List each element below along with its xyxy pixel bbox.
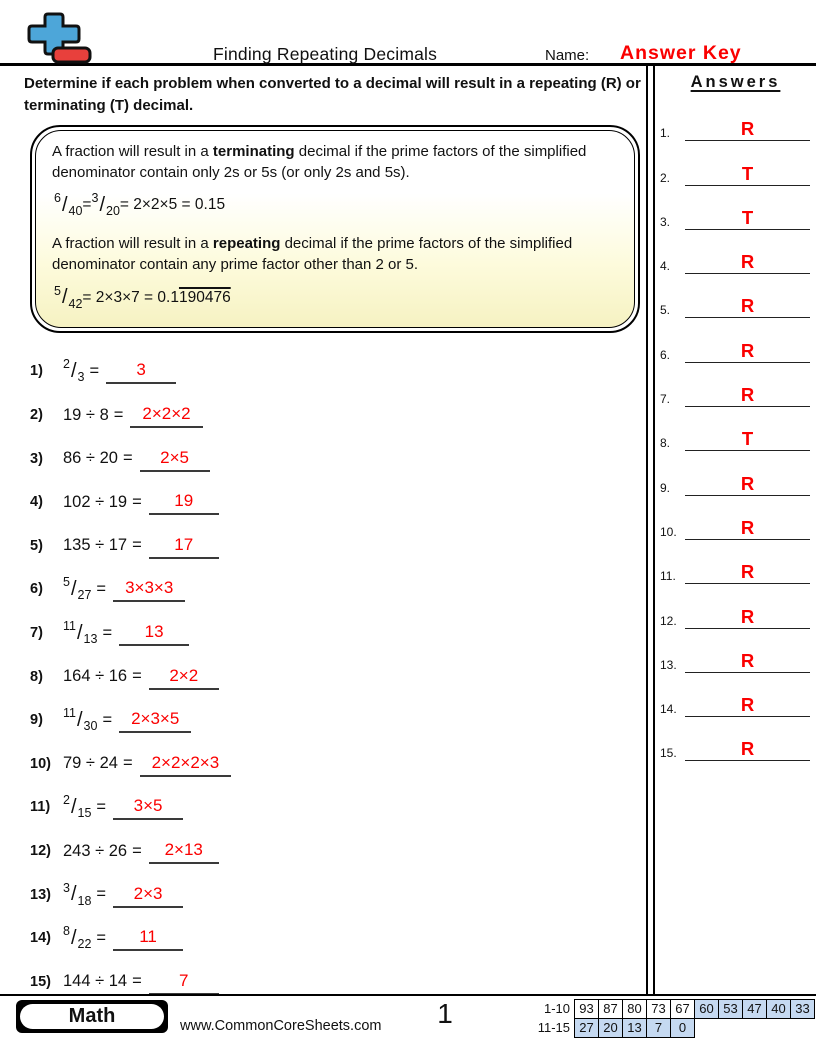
worksheet-footer [0, 994, 816, 1056]
answer-blank: 2×3 [113, 882, 183, 908]
problem-number: 15) [30, 973, 51, 990]
score-cell: 47 [742, 999, 767, 1019]
repeating-digits-overline: 190476 [178, 288, 231, 306]
score-cell: 60 [694, 999, 719, 1019]
problem-expression [63, 667, 149, 686]
answer-number: 12. [660, 613, 677, 628]
equals-sign: = [89, 361, 100, 380]
answer-letter: R [685, 694, 810, 717]
plus-minus-logo-icon [26, 12, 92, 64]
answer-row-4 [655, 232, 816, 276]
fraction-denominator: 40 [68, 204, 83, 219]
column-divider [646, 66, 655, 994]
answer-number: 11. [660, 569, 676, 584]
repeating-rule-text [52, 233, 618, 276]
answer-number: 10. [660, 524, 677, 539]
problem-expression [63, 842, 149, 861]
fraction-slash: / [70, 926, 77, 949]
answer-letter: R [685, 340, 810, 363]
score-table [529, 999, 815, 1038]
answer-row-13 [655, 631, 816, 675]
fraction-numerator: 11 [63, 706, 76, 721]
fraction-numerator: 5 [54, 283, 61, 298]
answer-number: 14. [660, 702, 677, 717]
repeating-keyword: repeating [212, 235, 281, 253]
division-expression: 19 ÷ 8 [63, 405, 109, 424]
score-cell: 53 [718, 999, 743, 1019]
equals-sign: = [96, 579, 107, 598]
score-cell: 0 [670, 1018, 695, 1038]
score-cell: 33 [790, 999, 815, 1019]
page-number: 1 [437, 998, 453, 1029]
answer-row-12 [655, 586, 816, 630]
answer-blank: 13 [119, 620, 189, 646]
fraction-numerator: 5 [63, 575, 70, 590]
info-box [30, 125, 640, 333]
problem-row-11 [30, 786, 646, 830]
repeating-rule-pre: A fraction will result in a [52, 235, 213, 253]
fraction-numerator: 2 [63, 793, 70, 808]
problem-number: 12) [30, 843, 51, 860]
problem-number: 1) [30, 363, 43, 380]
terminating-keyword: terminating [212, 142, 295, 160]
answer-number: 7. [660, 392, 671, 407]
answer-key-label: Answer Key [620, 42, 742, 64]
problem-expression [63, 706, 119, 734]
repeating-rule-post: decimal if the prime factors of the simplified denominator contain any prime factor other than 2 or 5. [52, 235, 573, 274]
repeating-example-mid: = 2×3×7 = 0.1 [82, 288, 179, 306]
answer-letter: R [685, 561, 810, 584]
fraction-denominator: 30 [83, 719, 98, 734]
fraction-numerator: 6 [54, 191, 61, 206]
score-cell: 87 [598, 999, 623, 1019]
answer-number: 1. [660, 126, 671, 141]
problem-expression [63, 880, 113, 908]
division-expression: 144 ÷ 14 [63, 972, 128, 991]
fraction-denominator: 15 [77, 806, 92, 821]
problem-row-1 [30, 350, 646, 394]
equals-sign: = [132, 841, 142, 860]
problem-row-13 [30, 873, 646, 917]
problem-row-3 [30, 437, 646, 481]
problem-row-9 [30, 698, 646, 742]
terminating-rule-text [52, 141, 618, 184]
answer-letter: R [685, 606, 810, 629]
answer-number: 2. [660, 170, 671, 185]
problem-number: 6) [30, 581, 43, 598]
score-cell: 20 [598, 1018, 623, 1038]
score-cell: 40 [766, 999, 791, 1019]
terminating-example [54, 190, 618, 220]
instructions-text: Determine if each problem when converted to a decimal will result in a repeating (R) or terminating (T) decimal. [24, 75, 641, 114]
website-text: www.CommonCoreSheets.com [180, 1018, 382, 1034]
terminating-rule-pre: A fraction will result in a [52, 142, 213, 160]
equals-sign: = [132, 972, 142, 991]
terminating-rule-post: decimal if the prime factors of the simplified denominator contain only 2s or 5s (or only 2s and 5s). [52, 142, 587, 181]
division-expression: 135 ÷ 17 [63, 536, 128, 555]
answer-blank: 2×3×5 [119, 707, 191, 733]
answer-blank: 3×3×3 [113, 576, 185, 602]
fraction-denominator: 42 [68, 296, 83, 311]
answer-blank: 3 [106, 358, 176, 384]
problem-row-4 [30, 480, 646, 524]
answer-number: 9. [660, 480, 671, 495]
answer-letter: R [685, 650, 810, 673]
answer-letter: T [685, 428, 810, 451]
worksheet-header [0, 0, 816, 66]
equals-sign: = [113, 405, 124, 424]
terminating-example-tail: = 2×2×5 = 0.15 [119, 196, 226, 214]
equals-sign: = [122, 449, 133, 468]
problem-expression [63, 493, 149, 512]
fraction-numerator: 8 [63, 924, 70, 939]
answer-letter: R [685, 473, 810, 496]
fraction-denominator: 22 [77, 937, 92, 952]
fraction-slash: / [61, 286, 68, 309]
problem-expression [63, 754, 140, 773]
problem-expression [63, 619, 119, 647]
score-cell: 13 [622, 1018, 647, 1038]
equals-sign: = [82, 196, 92, 214]
score-row-label: 1-10 [543, 1001, 570, 1016]
answer-blank: 17 [149, 533, 219, 559]
problem-number: 2) [30, 407, 43, 424]
info-box-inner [35, 130, 635, 328]
problem-row-2 [30, 393, 646, 437]
answer-row-7 [655, 365, 816, 409]
score-cell: 67 [670, 999, 695, 1019]
fraction-denominator: 18 [77, 893, 92, 908]
answer-blank: 11 [113, 925, 183, 951]
answer-row-5 [655, 276, 816, 320]
equals-sign: = [132, 492, 142, 511]
answer-blank: 2×2×2 [130, 402, 202, 428]
problem-number: 3) [30, 450, 43, 467]
fraction-numerator: 3 [63, 880, 70, 895]
score-cell: 80 [622, 999, 647, 1019]
equals-sign: = [132, 536, 142, 555]
problem-expression [63, 575, 113, 603]
problem-expression [63, 972, 149, 991]
answer-blank: 3×5 [113, 794, 183, 820]
name-label: Name: [545, 47, 590, 64]
answer-blank: 2×2 [149, 664, 219, 690]
answer-blank: 2×5 [140, 446, 210, 472]
fraction-numerator: 11 [63, 619, 76, 634]
equals-sign: = [122, 754, 133, 773]
answer-letter: R [685, 251, 810, 274]
answer-row-15 [655, 719, 816, 763]
answer-row-2 [655, 143, 816, 187]
minus-icon [53, 48, 90, 62]
answer-row-3 [655, 188, 816, 232]
division-expression: 102 ÷ 19 [63, 492, 128, 511]
answer-number: 4. [660, 259, 671, 274]
fraction-numerator: 2 [63, 357, 70, 372]
problems-list [30, 350, 646, 1004]
answer-letter: R [685, 295, 810, 318]
repeating-example [54, 283, 618, 313]
problem-row-12 [30, 829, 646, 873]
fraction-slash: / [76, 708, 83, 731]
problem-number: 13) [30, 886, 51, 903]
answer-number: 6. [660, 347, 671, 362]
answer-row-8 [655, 409, 816, 453]
answer-blank: 19 [149, 489, 219, 515]
problems-column [0, 66, 646, 994]
problem-number: 14) [30, 930, 51, 947]
math-logo [26, 12, 92, 69]
answer-blank: 2×13 [149, 838, 219, 864]
division-expression: 86 ÷ 20 [63, 449, 118, 468]
answers-heading: Answers [690, 73, 781, 91]
answer-letter: R [685, 384, 810, 407]
score-row-2 [529, 1018, 815, 1038]
equals-sign: = [96, 928, 107, 947]
fraction-slash: / [70, 883, 77, 906]
problem-number: 7) [30, 625, 43, 642]
answer-letter: R [685, 118, 810, 141]
answer-letter: R [685, 517, 810, 540]
fraction-denominator: 3 [77, 370, 85, 385]
division-expression: 79 ÷ 24 [63, 754, 118, 773]
division-expression: 164 ÷ 16 [63, 667, 128, 686]
score-row-label: 11-15 [537, 1020, 570, 1035]
fraction-denominator: 13 [83, 632, 98, 647]
fraction-slash: / [76, 621, 83, 644]
score-cell: 27 [574, 1018, 599, 1038]
score-cell: 73 [646, 999, 671, 1019]
problem-number: 10) [30, 755, 51, 772]
problem-row-7 [30, 611, 646, 655]
problem-expression [63, 924, 113, 952]
answer-letter: R [685, 738, 810, 761]
equals-sign: = [102, 710, 113, 729]
problem-number: 11) [30, 799, 51, 816]
answer-row-10 [655, 498, 816, 542]
answer-number: 13. [660, 657, 677, 672]
equals-sign: = [132, 667, 142, 686]
answer-letter: T [685, 163, 810, 186]
answer-number: 3. [660, 214, 671, 229]
score-cell: 7 [646, 1018, 671, 1038]
fraction-slash: / [70, 359, 77, 382]
answer-number: 5. [660, 303, 671, 318]
problem-number: 9) [30, 712, 43, 729]
subject-badge [16, 1000, 168, 1033]
answer-number: 8. [660, 436, 671, 451]
answer-row-1 [655, 99, 816, 143]
fraction-slash: / [99, 193, 105, 216]
problem-row-6 [30, 568, 646, 612]
problem-expression [63, 536, 149, 555]
problem-expression [63, 406, 130, 425]
fraction-slash: / [61, 193, 68, 216]
fraction-numerator: 3 [91, 191, 99, 206]
problem-row-5 [30, 524, 646, 568]
score-cell: 93 [574, 999, 599, 1019]
answers-list [655, 99, 816, 763]
equals-sign: = [96, 885, 107, 904]
problem-number: 5) [30, 537, 43, 554]
main-area [0, 66, 816, 994]
problem-number: 4) [30, 494, 43, 511]
subject-label: Math [20, 1004, 164, 1029]
answer-letter: T [685, 207, 810, 230]
answer-blank: 7 [149, 969, 219, 995]
answer-row-11 [655, 542, 816, 586]
division-expression: 243 ÷ 26 [63, 841, 128, 860]
problem-expression [63, 793, 113, 821]
page-title: Finding Repeating Decimals [213, 44, 438, 64]
answers-panel [655, 66, 816, 994]
fraction-denominator: 20 [106, 204, 120, 219]
equals-sign: = [96, 797, 107, 816]
fraction-denominator: 27 [77, 588, 92, 603]
fraction-slash: / [70, 577, 77, 600]
answer-number: 15. [660, 746, 677, 761]
problem-number: 8) [30, 668, 43, 685]
answer-row-14 [655, 675, 816, 719]
answer-row-9 [655, 453, 816, 497]
problem-row-10 [30, 742, 646, 786]
fraction-slash: / [70, 795, 77, 818]
answer-blank: 2×2×2×3 [140, 751, 232, 777]
equals-sign: = [102, 623, 113, 642]
problem-expression [63, 357, 106, 385]
answer-row-6 [655, 320, 816, 364]
problem-expression [63, 449, 140, 468]
score-row-1 [529, 999, 815, 1019]
problem-row-14 [30, 916, 646, 960]
problem-row-8 [30, 655, 646, 699]
